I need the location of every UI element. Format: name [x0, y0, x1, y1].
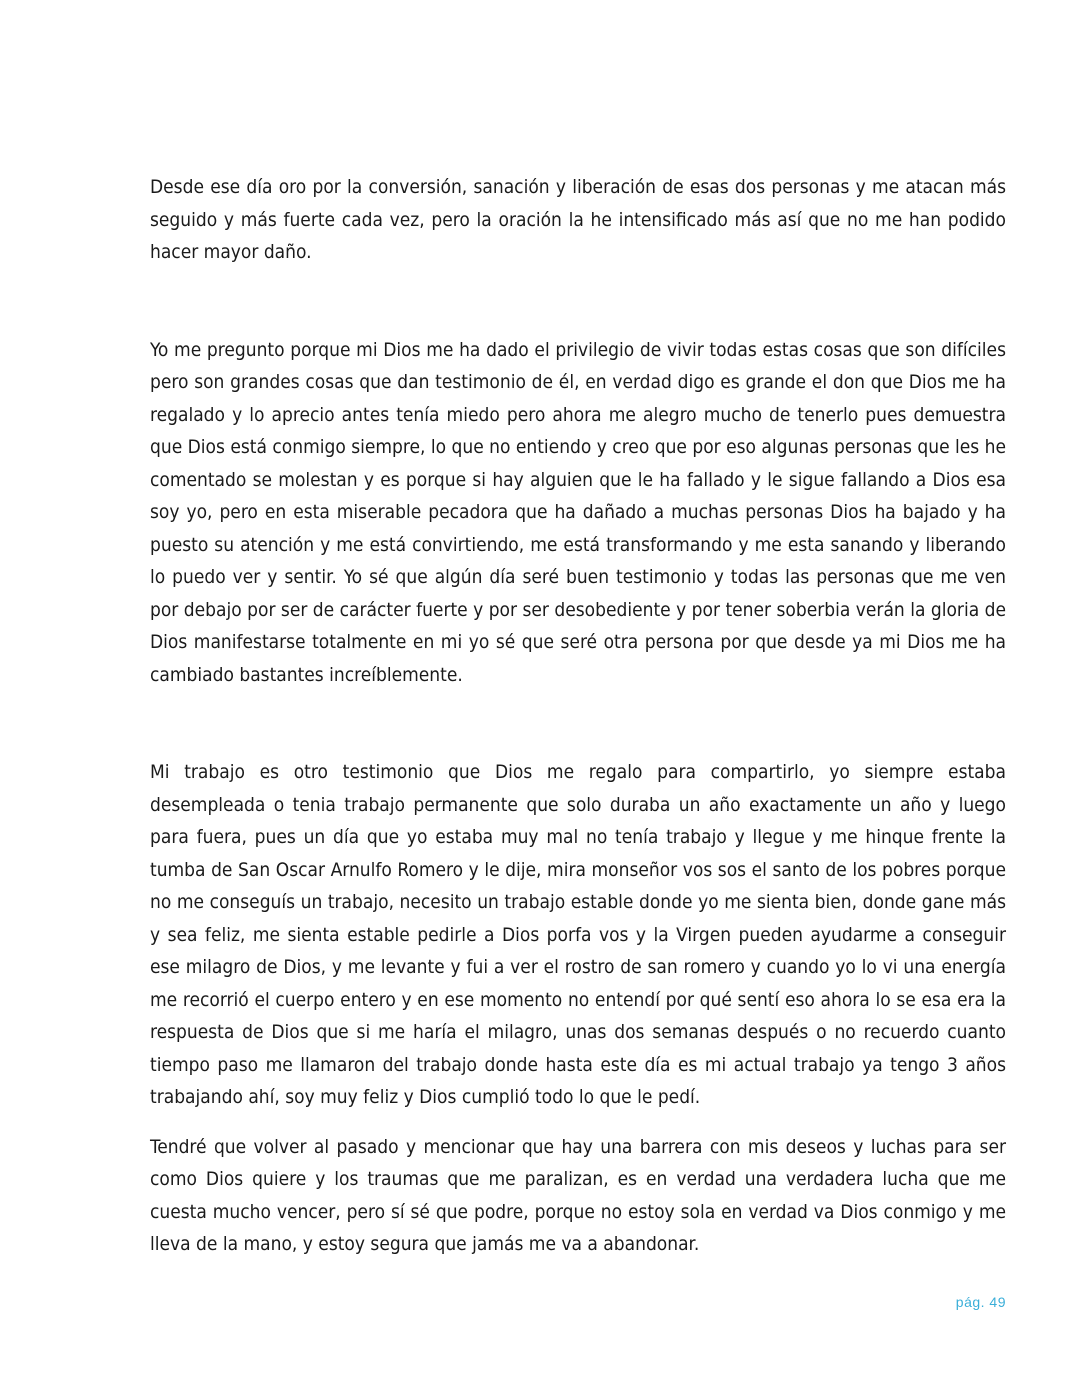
page-body [150, 171, 1006, 1261]
paragraph-2: Yo me pregunto porque mi Dios me ha dado el privilegio de vivir todas estas cosas que son difíciles pero son grandes cosas que dan testimonio de él, en verdad digo es grande el don que Dios me ha regalado y lo aprecio antes tenía miedo pero ahora me alegro mucho de tenerlo pues demuestra que Dios está conmigo siempre, lo que no entiendo y creo que por eso algunas personas que les he comentado se molestan y es porque si hay alguien que le ha fallado y le sigue fallando a Dios esa soy yo, pero en esta miserable pecadora que ha dañado a muchas personas Dios ha bajado y ha puesto su atención y me está convirtiendo, me está transformando y me esta sanando y liberando lo puedo ver y sentir. Yo sé que algún día seré buen testimonio y todas las personas que me ven por debajo por ser de carácter fuerte y por ser desobediente y por tener soberbia verán la gloria de Dios manifestarse totalmente en mi yo sé que seré otra persona por que desde ya mi Dios me ha cambiado bastantes increíblemente. [150, 338, 1006, 686]
paragraph-1: Desde ese día oro por la conversión, sanación y liberación de esas dos personas y me atacan más seguido y más fuerte cada vez, pero la oración la he intensificado más así que no me han podido hacer mayor daño. [150, 176, 1006, 263]
paragraph-3: Mi trabajo es otro testimonio que Dios me regalo para compartirlo, yo siempre estaba desempleada o tenia trabajo permanente que solo duraba un año exactamente un año y luego para fuera, pues un día que yo estaba muy mal no tenía trabajo y llegue y me hinque frente la tumba de San Oscar Arnulfo Romero y le dije, mira monseñor vos sos el santo de los pobres porque no me conseguís un trabajo, necesito un trabajo estable donde yo me sienta bien, donde gane más y sea feliz, me sienta estable pedirle a Dios porfa vos y la Virgen pueden ayudarme a conseguir ese milagro de Dios, y me levante y fui a ver el rostro de san romero y cuando yo lo vi una energía me recorrió el cuerpo entero y en ese momento no entendí por qué sentí eso ahora lo se esa era la respuesta de Dios que si me haría el milagro, unas dos semanas después o no recuerdo cuanto tiempo paso me llamaron del trabajo donde hasta este día es mi actual trabajo ya tengo 3 años trabajando ahí, soy muy feliz y Dios cumplió todo lo que le pedí. [150, 761, 1006, 1108]
page-number: pág. 49 [955, 1294, 1006, 1310]
paragraph-4: Tendré que volver al pasado y mencionar que hay una barrera con mis deseos y luchas para ser como Dios quiere y los traumas que me paralizan, es en verdad una verdadera lucha que me cuesta mucho vencer, pero sí sé que podre, porque no estoy sola en verdad va Dios conmigo y me lleva de la mano, y estoy segura que jamás me va a abandonar. [150, 1135, 1006, 1255]
